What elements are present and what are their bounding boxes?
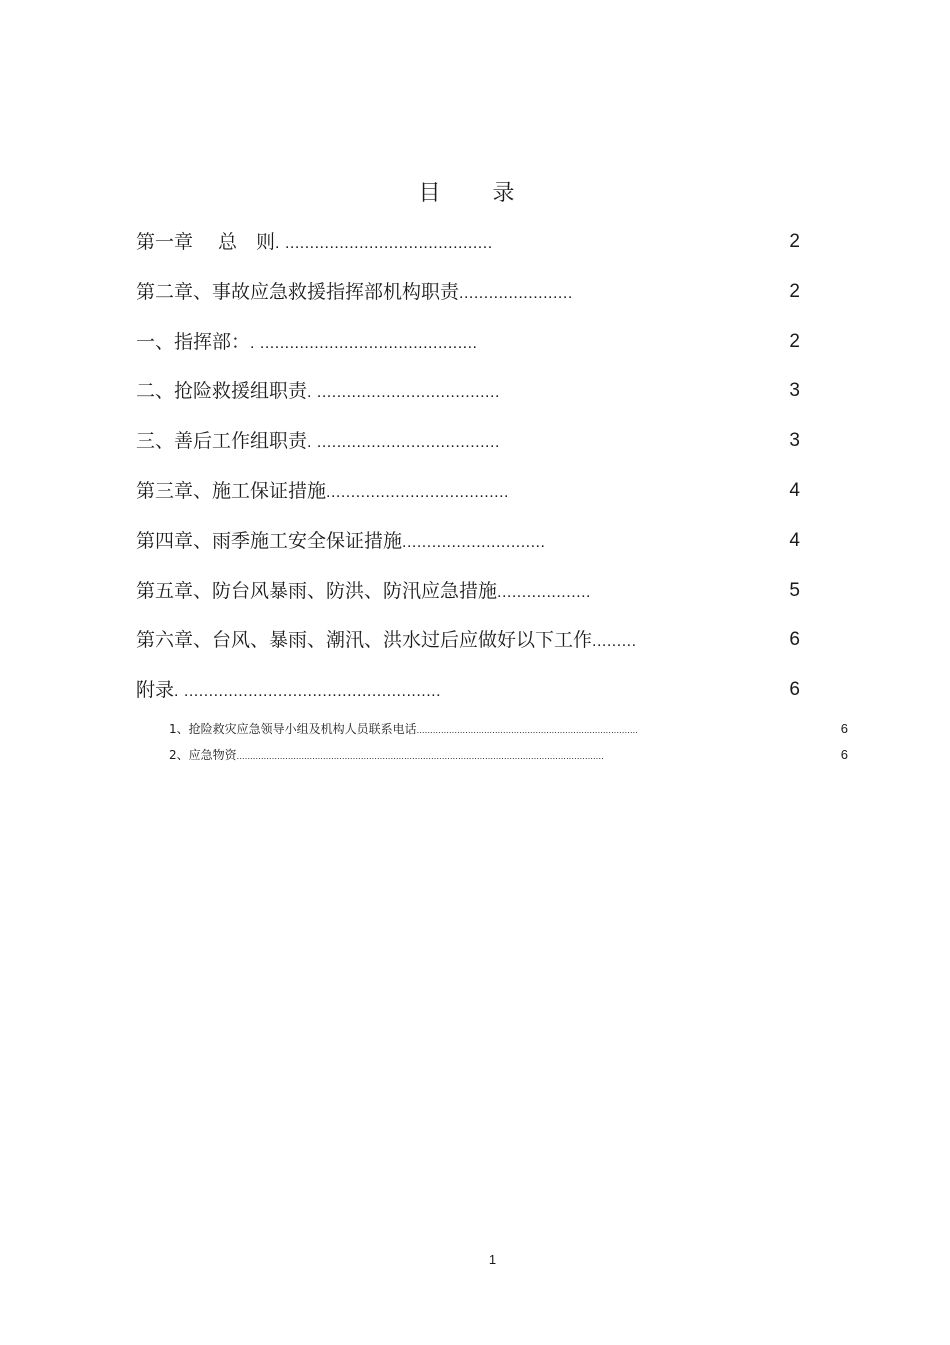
toc-entry-page: 6 (789, 629, 800, 651)
toc-entry[interactable] (136, 418, 800, 468)
toc-sub-entry-label: 2、应急物资 (169, 747, 237, 762)
toc-entry-page: 2 (789, 280, 800, 302)
toc-entry-leader: ....................... (459, 284, 573, 302)
toc-entry-leader: ..................................... (326, 483, 509, 501)
toc-entry[interactable] (136, 468, 800, 518)
toc-sub-entry-page: 6 (840, 746, 848, 762)
toc-entry-page: 5 (789, 579, 800, 601)
toc-entry[interactable] (136, 518, 800, 568)
toc-sub-entry[interactable] (169, 744, 848, 770)
toc-entry-page: 2 (789, 330, 800, 352)
toc-entry-label: 第二章、事故应急救援指挥部机构职责 (136, 280, 460, 303)
toc-sub-entry-leader: .................................................................................. (416, 725, 639, 735)
toc-entry-label: 三、善后工作组职责 (136, 430, 308, 453)
toc-entry-leader: ......... (592, 633, 637, 651)
toc-title: 目录 (418, 181, 567, 206)
toc-entry-label: 二、抢险救援组职责 (136, 380, 308, 403)
toc-entry-label: 第六章、台风、暴雨、潮汛、洪水过后应做好以下工作 (136, 629, 593, 652)
toc-entry-label: 附录 (136, 679, 175, 702)
toc-entry-page: 2 (789, 231, 800, 252)
toc-sub-list (169, 718, 848, 769)
toc-entry[interactable] (136, 617, 800, 667)
toc-entry[interactable] (136, 319, 800, 369)
toc-entry-page: 3 (789, 380, 800, 402)
toc-sub-entry-page: 6 (840, 721, 848, 736)
toc-entry-leader: . ............................................ (250, 334, 478, 352)
toc-entry[interactable] (136, 667, 800, 717)
toc-entry-leader: . .......................................... (275, 235, 493, 252)
toc-entry-leader: . .................................................... (174, 683, 442, 701)
toc-entry-label: 第三章、施工保证措施 (136, 479, 327, 502)
toc-entry-page: 4 (789, 479, 800, 501)
toc-entry[interactable] (136, 269, 800, 319)
toc-entry-leader: . ..................................... (307, 384, 500, 402)
toc-entry-page: 4 (789, 529, 800, 551)
toc-entry-label: 一、指挥部： (136, 330, 251, 353)
footer-page-number: 1 (488, 1252, 497, 1267)
toc-entry-label: 第四章、雨季施工安全保证措施 (136, 529, 403, 552)
toc-sub-entry[interactable] (169, 718, 848, 744)
toc-entry-label: 第五章、防台风暴雨、防洪、防汛应急措施 (136, 579, 498, 602)
toc-entry-label: 第一章 总 则 (136, 231, 276, 253)
toc-sub-entry-leader: ........................................................................................................................................ (236, 750, 604, 761)
toc-entry-leader: ................... (497, 583, 591, 601)
toc-entry-leader: ............................. (402, 533, 546, 551)
toc-list (136, 219, 800, 717)
toc-sub-entry-label: 1、抢险救灾应急领导小组及机构人员联系电话 (169, 722, 417, 736)
toc-entry-page: 3 (789, 430, 800, 452)
toc-entry-leader: . ..................................... (307, 434, 500, 452)
toc-entry-page: 6 (789, 679, 800, 701)
toc-entry[interactable] (136, 568, 800, 618)
toc-entry[interactable] (136, 219, 800, 269)
toc-entry[interactable] (136, 368, 800, 418)
